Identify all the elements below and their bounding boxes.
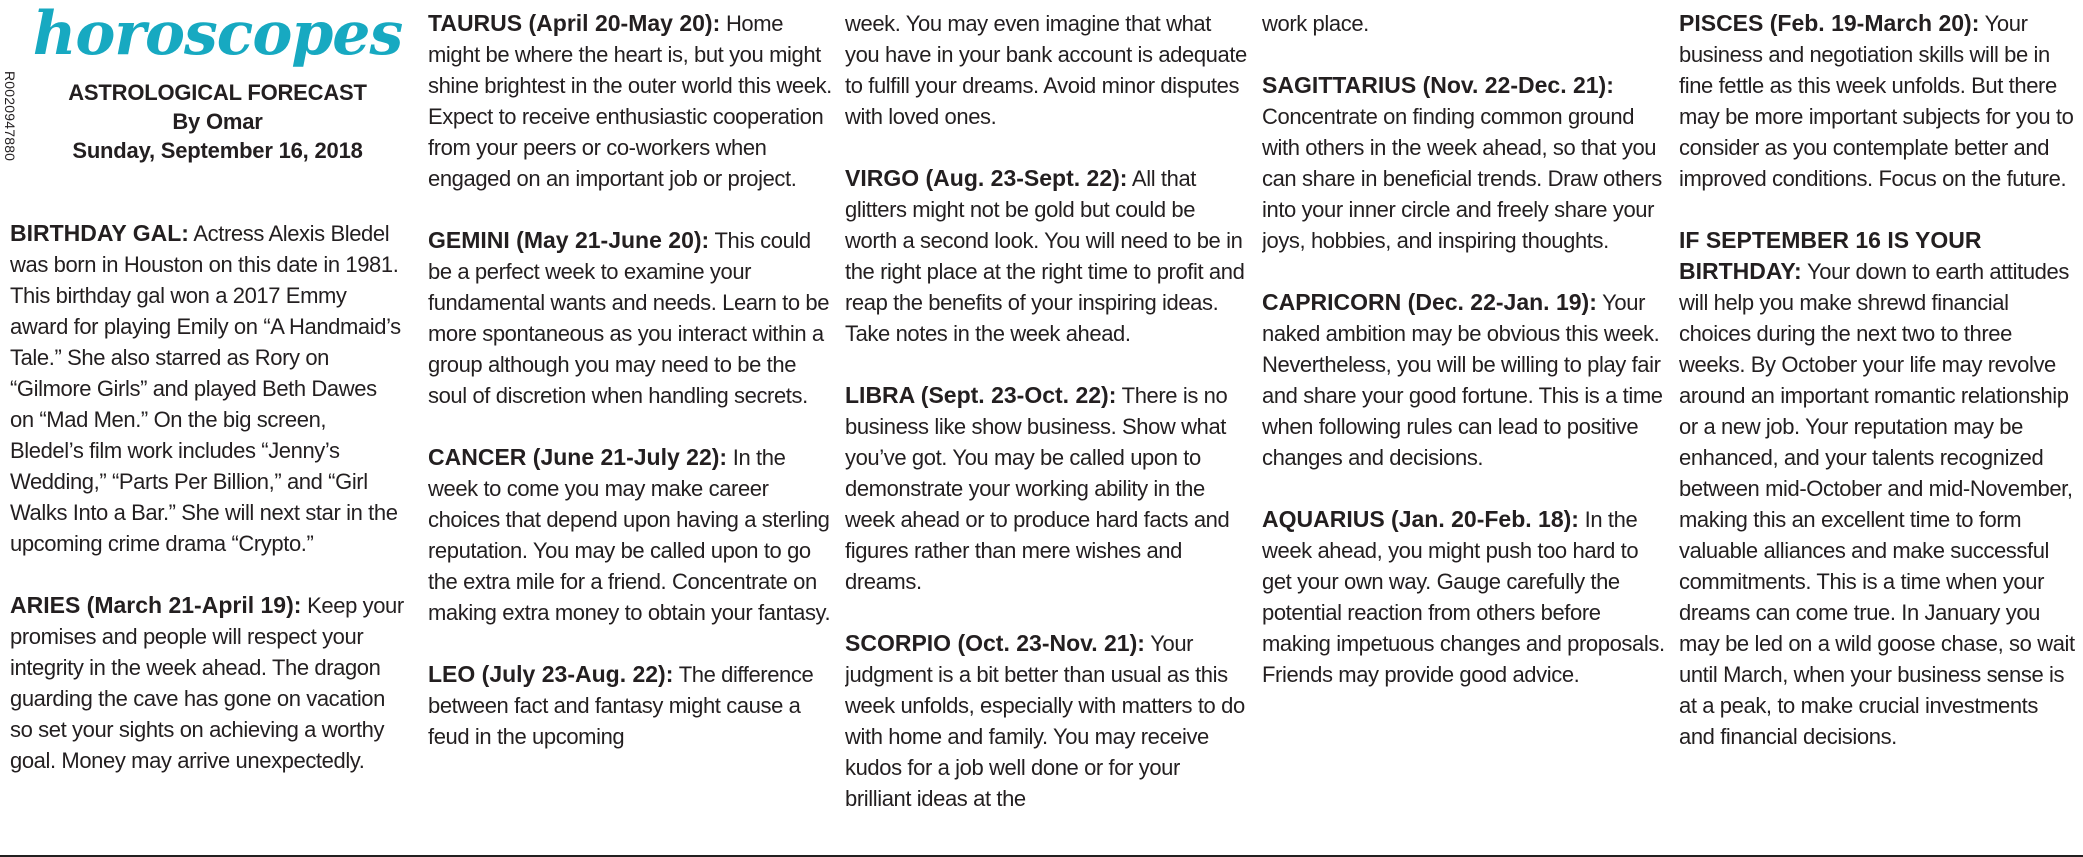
leo-text: The difference between fact and fantasy might cause a feud in the upcoming <box>428 662 814 749</box>
column-5 <box>1679 8 2075 848</box>
horoscopes-logo: horoscopes <box>32 8 403 69</box>
birthday-entry <box>10 218 405 559</box>
scorpio-entry <box>845 628 1249 814</box>
virgo-text: All that glitters might not be gold but could be worth a second look. You will need to be in the right place at the right time to profit and reap the benefits of your inspiring ideas. Take notes in the week ahead. <box>845 166 1245 346</box>
your-birthday-heading: IF SEPTEMBER 16 IS YOUR BIRTHDAY: <box>1679 227 1982 284</box>
taurus-entry <box>428 8 832 194</box>
virgo-entry <box>845 163 1249 349</box>
scorpio-heading: SCORPIO (Oct. 23-Nov. 21): <box>845 630 1145 656</box>
column-4 <box>1262 8 1666 848</box>
leo-heading: LEO (July 23-Aug. 22): <box>428 661 674 687</box>
aries-text: Keep your promises and people will respect your integrity in the week ahead. The dragon guarding the cave has gone on vacation so set your sights on achieving a worthy goal. Money may arrive unexpectedly. <box>10 593 404 773</box>
pisces-text: Your business and negotiation skills will be in fine fettle as this week unfolds. But there may be more important subjects for you to consider as you contemplate better and improved conditions. Focus on the future. <box>1679 11 2074 191</box>
gemini-heading: GEMINI (May 21-June 20): <box>428 227 710 253</box>
gemini-entry <box>428 225 832 411</box>
libra-text: There is no business like show business. Show what you’ve got. You may be called upon to demonstrate your working ability in the week ahead or to produce hard facts and figures rather than mere wishes and dreams. <box>845 383 1230 594</box>
column-2 <box>428 8 832 848</box>
capricorn-text: Your naked ambition may be obvious this week. Nevertheless, you will be willing to play fair and share your good fortune. This is a time when following rules can lead to positive changes and decisions. <box>1262 290 1663 470</box>
libra-entry <box>845 380 1249 597</box>
aquarius-text: In the week ahead, you might push too hard to get your own way. Gauge carefully the potential reaction from others before making impetuous changes and proposals. Friends may provide good advice. <box>1262 507 1665 687</box>
your-birthday-text: Your down to earth attitudes will help you make shrewd financial choices during the next two to three weeks. By October your life may revolve around an important romantic relationship or a new job. Your reputation may be enhanced, and your talents recognized between mid-October and mid-November, making this an excellent time to form valuable alliances and make successful commitments. This is a time when your dreams can come true. In January you may be led on a wild goose chase, so wait until March, when your business sense is at a peak, to make crucial investments and financial decisions. <box>1679 259 2075 749</box>
sagittarius-heading: SAGITTARIUS (Nov. 22-Dec. 21): <box>1262 72 1614 98</box>
capricorn-heading: CAPRICORN (Dec. 22-Jan. 19): <box>1262 289 1597 315</box>
gemini-text: This could be a perfect week to examine your fundamental wants and needs. Learn to be more spontaneous as you interact within a group although you may need to be the soul of discretion when handling secrets. <box>428 228 830 408</box>
aquarius-heading: AQUARIUS (Jan. 20-Feb. 18): <box>1262 506 1579 532</box>
cancer-entry <box>428 442 832 628</box>
pisces-entry <box>1679 8 2075 194</box>
libra-heading: LIBRA (Sept. 23-Oct. 22): <box>845 382 1117 408</box>
scorpio-continued: work place. <box>1262 11 1369 36</box>
sagittarius-text: Concentrate on finding common ground with others in the week ahead, so that you can share in beneficial trends. Draw others into your inner circle and freely share your joys, hobbies, and inspiring thoughts. <box>1262 104 1662 253</box>
cancer-heading: CANCER (June 21-July 22): <box>428 444 728 470</box>
taurus-text: Home might be where the heart is, but you might shine brightest in the outer world this week. Expect to receive enthusiastic cooperation from your peers or co-workers when engaged on an important job or project. <box>428 11 832 191</box>
virgo-heading: VIRGO (Aug. 23-Sept. 22): <box>845 165 1128 191</box>
column-3 <box>845 8 1249 848</box>
aries-heading: ARIES (March 21-April 19): <box>10 592 302 618</box>
taurus-heading: TAURUS (April 20-May 20): <box>428 10 721 36</box>
birthday-heading: BIRTHDAY GAL: <box>10 220 189 246</box>
masthead <box>30 8 405 165</box>
publish-date: Sunday, September 16, 2018 <box>72 138 363 163</box>
cancer-text: In the week to come you may make career choices that depend upon having a sterling reputation. You may be called upon to go the extra mile for a friend. Concentrate on making extra money to obtain your fantasy. <box>428 445 831 625</box>
byline: By Omar <box>172 109 263 134</box>
forecast-title: ASTROLOGICAL FORECAST <box>68 80 367 105</box>
column-1 <box>10 8 405 848</box>
leo-continued: week. You may even imagine that what you have in your bank account is adequate to fulfill your dreams. Avoid minor disputes with loved ones. <box>845 11 1247 129</box>
leo-entry <box>428 659 832 752</box>
aquarius-entry <box>1262 504 1666 690</box>
pisces-heading: PISCES (Feb. 19-March 20): <box>1679 10 1980 36</box>
capricorn-entry <box>1262 287 1666 473</box>
birthday-text: Actress Alexis Bledel was born in Houston on this date in 1981. This birthday gal won a 2017 Emmy award for playing Emily on “A Handmaid’s Tale.” She also starred as Rory on “Gilmore Girls” and played Beth Dawes on “Mad Men.” On the big screen, Bledel’s film work includes “Jenny’s Wedding,” “Parts Per Billion,” and “Girl Walks Into a Bar.” She will next star in the upcoming crime drama “Crypto.” <box>10 221 401 556</box>
scorpio-text: Your judgment is a bit better than usual as this week unfolds, especially with matters to do with home and family. You may receive kudos for a job well done or for your brilliant ideas at the <box>845 631 1245 811</box>
aries-entry <box>10 590 405 776</box>
your-birthday-entry <box>1679 225 2075 752</box>
sagittarius-entry <box>1262 70 1666 256</box>
side-code-text: R0020947880 <box>2 71 18 162</box>
